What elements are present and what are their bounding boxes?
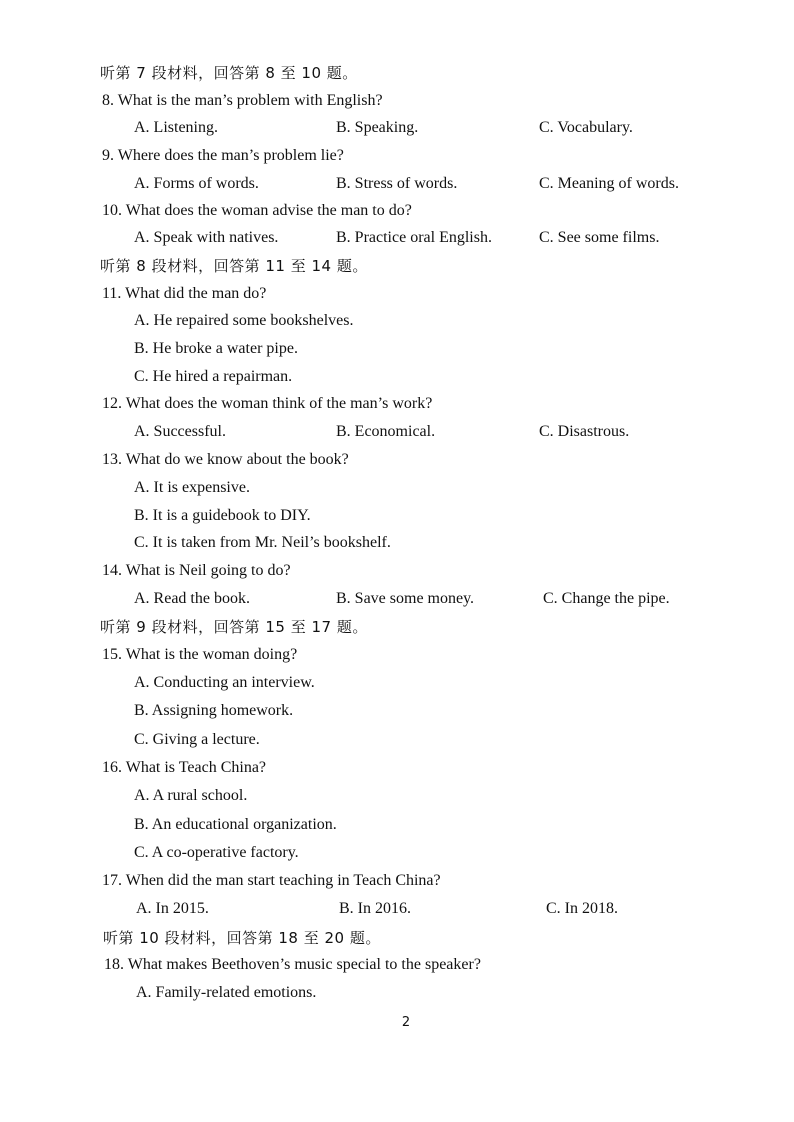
question-10: 10. What does the woman advise the man to do? — [102, 202, 412, 219]
option-8b: B. Speaking. — [336, 119, 419, 136]
option-13c: C. It is taken from Mr. Neil’s bookshelf. — [134, 534, 391, 551]
option-14c: C. Change the pipe. — [543, 590, 670, 607]
option-9b: B. Stress of words. — [336, 175, 458, 192]
option-14b: B. Save some money. — [336, 590, 475, 607]
option-15a: A. Conducting an interview. — [134, 674, 315, 691]
options-row-14 — [0, 586, 794, 612]
option-8c: C. Vocabulary. — [539, 119, 633, 136]
question-14: 14. What is Neil going to do? — [102, 562, 291, 579]
page-number: 2 — [401, 1015, 411, 1030]
section-heading-8: 听第 8 段材料，回答第 11 至 14 题。 — [100, 257, 368, 275]
option-15c: C. Giving a lecture. — [134, 731, 260, 748]
section-heading-7: 听第 7 段材料，回答第 8 至 10 题。 — [100, 64, 358, 82]
option-13a: A. It is expensive. — [134, 479, 250, 496]
question-16: 16. What is Teach China? — [102, 759, 267, 776]
option-10b: B. Practice oral English. — [336, 229, 492, 246]
option-11b: B. He broke a water pipe. — [134, 340, 298, 357]
options-row-8 — [0, 115, 794, 141]
option-12a: A. Successful. — [134, 423, 226, 440]
options-row-10 — [0, 225, 794, 251]
options-row-17 — [0, 896, 794, 922]
question-9: 9. Where does the man’s problem lie? — [102, 147, 344, 164]
section-heading-9: 听第 9 段材料，回答第 15 至 17 题。 — [100, 618, 368, 636]
option-18a: A. Family-related emotions. — [136, 984, 317, 1001]
option-10c: C. See some films. — [539, 229, 660, 246]
option-12c: C. Disastrous. — [539, 423, 630, 440]
option-17b: B. In 2016. — [339, 900, 411, 917]
options-row-12 — [0, 419, 794, 445]
option-16c: C. A co-operative factory. — [134, 844, 299, 861]
option-11c: C. He hired a repairman. — [134, 368, 293, 385]
option-10a: A. Speak with natives. — [134, 229, 279, 246]
option-9c: C. Meaning of words. — [539, 175, 679, 192]
options-row-9 — [0, 171, 794, 197]
option-15b: B. Assigning homework. — [134, 702, 294, 719]
question-11: 11. What did the man do? — [102, 285, 267, 302]
option-14a: A. Read the book. — [134, 590, 250, 607]
question-8: 8. What is the man’s problem with English? — [102, 92, 383, 109]
question-13: 13. What do we know about the book? — [102, 451, 349, 468]
option-12b: B. Economical. — [336, 423, 436, 440]
question-12: 12. What does the woman think of the man’s work? — [102, 395, 433, 412]
option-13b: B. It is a guidebook to DIY. — [134, 507, 311, 524]
option-8a: A. Listening. — [134, 119, 218, 136]
question-17: 17. When did the man start teaching in Teach China? — [102, 872, 441, 889]
question-18: 18. What makes Beethoven’s music special to the speaker? — [104, 956, 481, 973]
option-16a: A. A rural school. — [134, 787, 248, 804]
section-heading-10: 听第 10 段材料，回答第 18 至 20 题。 — [103, 929, 381, 947]
option-16b: B. An educational organization. — [134, 816, 337, 833]
option-11a: A. He repaired some bookshelves. — [134, 312, 354, 329]
option-17c: C. In 2018. — [546, 900, 618, 917]
question-15: 15. What is the woman doing? — [102, 646, 298, 663]
option-17a: A. In 2015. — [136, 900, 209, 917]
option-9a: A. Forms of words. — [134, 175, 259, 192]
